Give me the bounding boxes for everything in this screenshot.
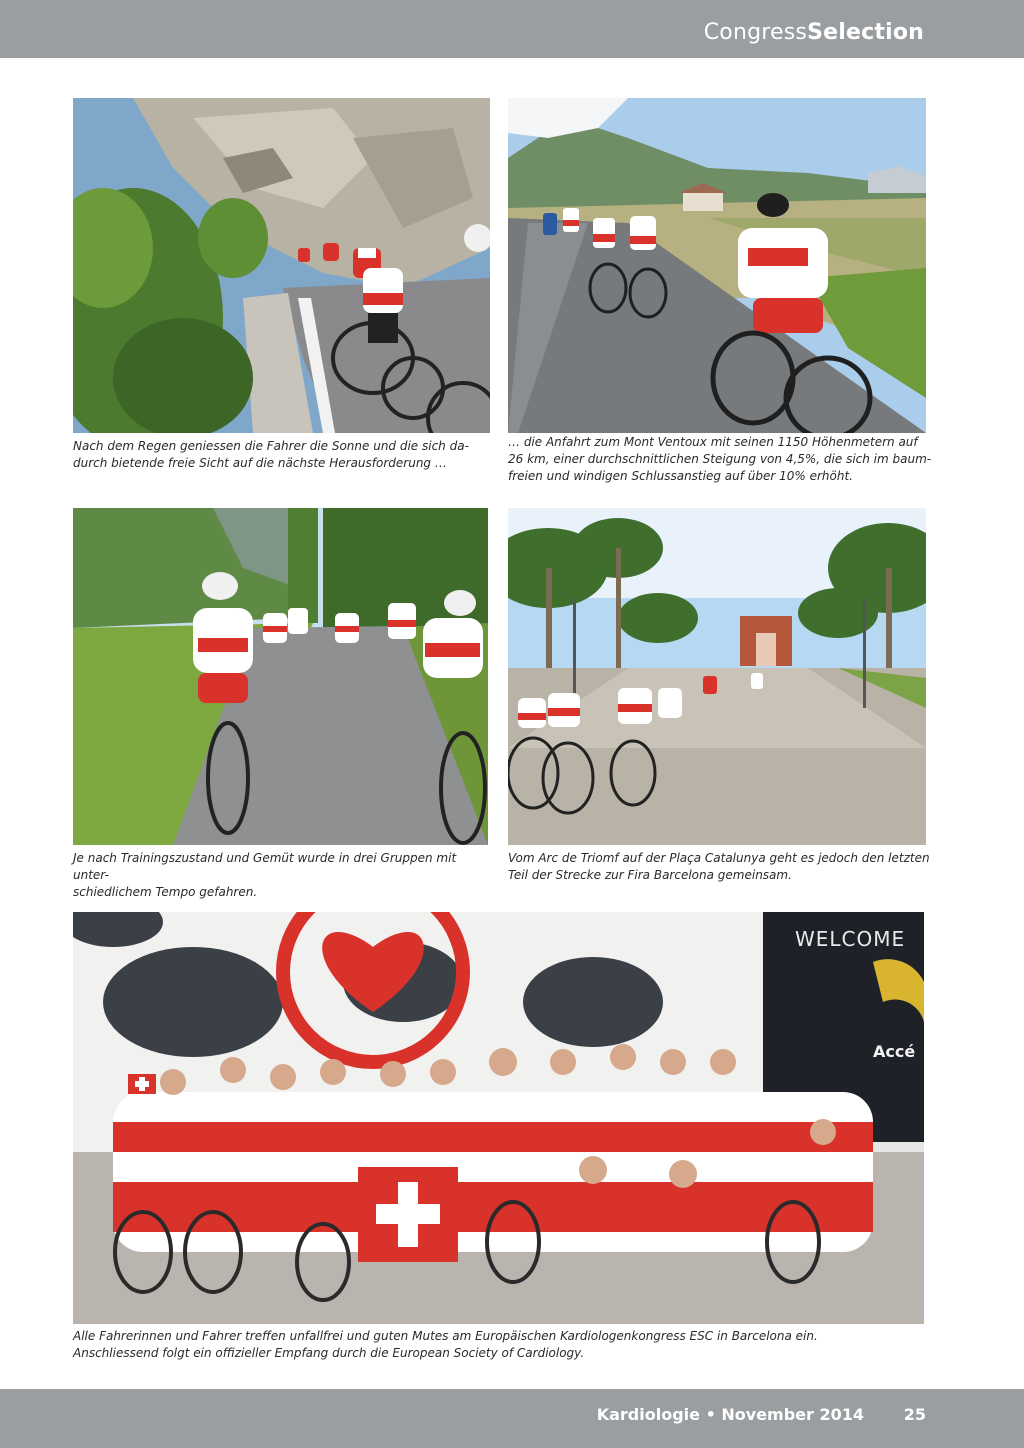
caption-line: … die Anfahrt zum Mont Ventoux mit seinen 1150 Höhenmetern auf bbox=[508, 435, 918, 449]
caption-line: Anschliessend folgt ein offizieller Empfang durch die European Society of Cardiology. bbox=[73, 1346, 585, 1360]
caption-photo-3 bbox=[73, 850, 493, 901]
header-title-bold: Selection bbox=[807, 20, 924, 45]
sign-acces: Accé bbox=[873, 1042, 916, 1061]
caption-photo-2 bbox=[508, 434, 938, 485]
caption-line: 26 km, einer durchschnittlichen Steigung von 4,5%, die sich im baum- bbox=[508, 452, 932, 466]
caption-photo-1 bbox=[73, 438, 493, 472]
header-title-light: Congress bbox=[703, 20, 808, 45]
caption-line: durch bietende freie Sicht auf die nächste Herausforderung … bbox=[73, 456, 447, 470]
caption-photo-4 bbox=[508, 850, 938, 884]
photo-arc-de-triomf bbox=[508, 508, 926, 845]
caption-line: Vom Arc de Triomf auf der Plaça Catalunya geht es jedoch den letzten bbox=[508, 851, 930, 865]
caption-line: Teil der Strecke zur Fira Barcelona gemeinsam. bbox=[508, 868, 792, 882]
caption-photo-5 bbox=[73, 1328, 933, 1362]
caption-line: Je nach Trainingszustand und Gemüt wurde in drei Gruppen mit unter- bbox=[73, 851, 457, 882]
photo-valley-road bbox=[73, 508, 488, 845]
caption-line: Nach dem Regen geniessen die Fahrer die Sonne und die sich da- bbox=[73, 439, 469, 453]
photo-mont-ventoux bbox=[508, 98, 926, 433]
caption-line: freien und windigen Schlussanstieg auf über 10% erhöht. bbox=[508, 469, 853, 483]
page-number: 25 bbox=[903, 1405, 926, 1424]
header-title bbox=[704, 20, 924, 45]
photo-cliff-road bbox=[73, 98, 490, 433]
photo-group-esc bbox=[73, 912, 924, 1324]
footer-journal-date: Kardiologie • November 2014 bbox=[596, 1405, 864, 1424]
caption-line: schiedlichem Tempo gefahren. bbox=[73, 885, 258, 899]
footer-bar bbox=[0, 1389, 1024, 1448]
caption-line: Alle Fahrerinnen und Fahrer treffen unfallfrei und guten Mutes am Europäischen Kardiologenkongress ESC in Barcelona ein. bbox=[73, 1329, 818, 1343]
sign-welcome: WELCOME bbox=[795, 927, 906, 951]
